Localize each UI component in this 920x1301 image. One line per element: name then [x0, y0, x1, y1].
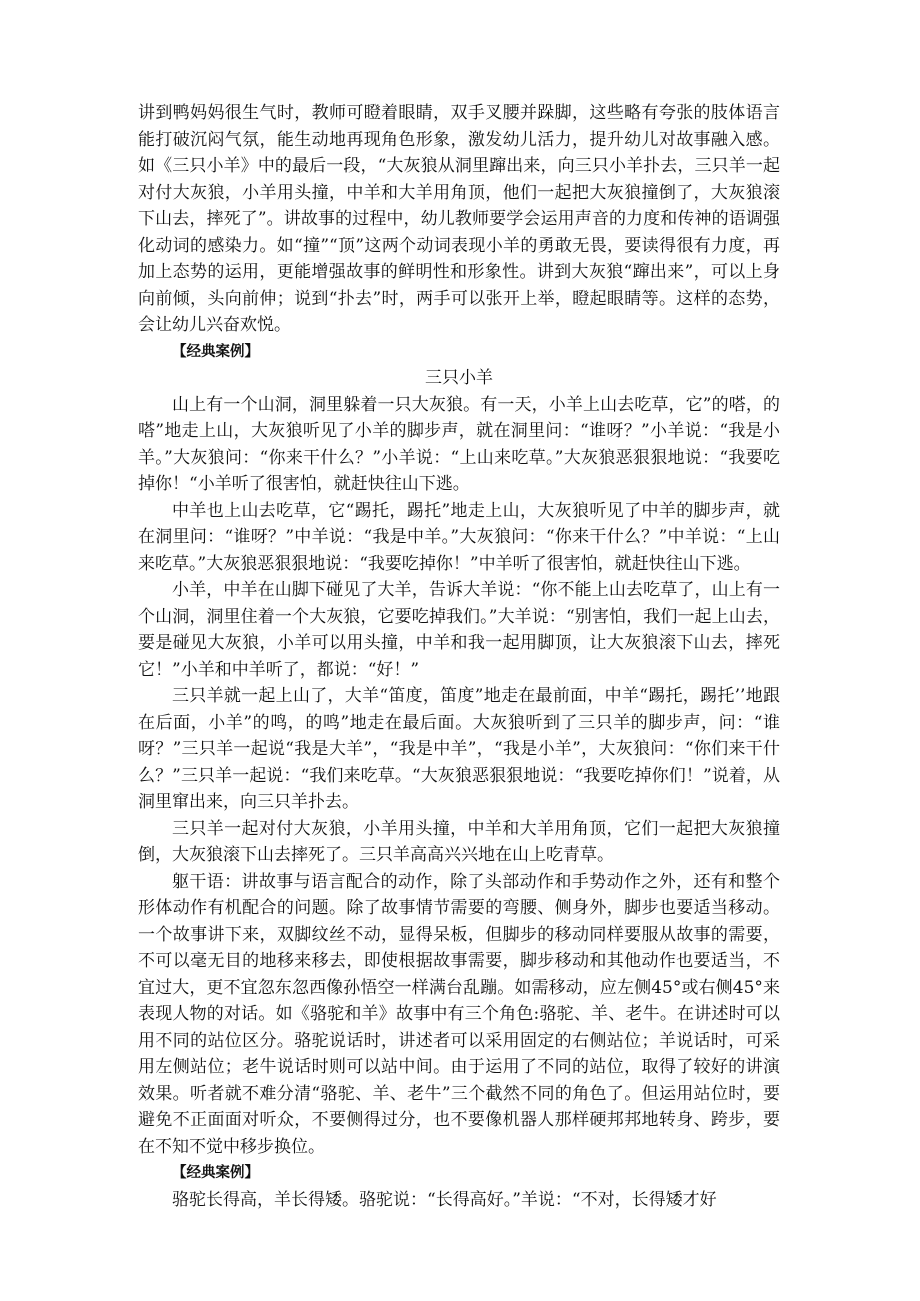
- classic-case-label: 【经典案例】: [172, 1165, 259, 1181]
- story-title: 三只小羊: [425, 368, 493, 388]
- commentary-paragraph: 躯干语：讲故事与语言配合的动作，除了头部动作和手势动作之外，还有和整个形体动作有机配合的问题。除了故事情节需要的弯腰、侧身外，脚步也要适当移动。一个故事讲下来，双脚纹丝不动，显得呆板，但脚步的移动同样要服从故事的需要，不可以毫无目的地移来移去，即使根据故事需要，脚步移动和其他动作也要适当，不宜过大，更不宜忽东忽西像孙悟空一样满台乱蹦。如需移动，应左侧45°或右侧45°来表现人物的对话。如《骆驼和羊》故事中有三个角色:骆驼、羊、老牛。在讲述时可以用不同的站位区分。骆驼说话时，讲述者可以采用固定的右侧站位；羊说话时，可采用左侧站位；老牛说话时则可以站中间。由于运用了不同的站位，取得了较好的讲演效果。听者就不难分清“骆驼、羊、老牛”三个截然不同的角色了。但运用站位时，要避免不正面面对听众，不要侧得过分，也不要像机器人那样硬邦邦地转身、跨步，要在不知不觉中移步换位。: [138, 871, 780, 1157]
- document-page: [138, 100, 780, 1213]
- story-paragraph: 中羊也上山去吃草，它“踢托，踢托”地走上山，大灰狼听见了中羊的脚步声，就在洞里问：“谁呀？”中羊说：“我是中羊。”大灰狼问：“你来干什么？”中羊说：“上山来吃草。”大灰狼恶狠狠地说：“我要吃掉你！”中羊听了很害怕，就赶快往山下逃。: [138, 500, 780, 574]
- intro-paragraph: 讲到鸭妈妈很生气时，教师可瞪着眼睛，双手叉腰并跺脚，这些略有夸张的肢体语言能打破沉闷气氛，能生动地再现角色形象，激发幼儿活力，提升幼儿对故事融入感。如《三只小羊》中的最后一段，“大灰狼从洞里蹿出来，向三只小羊扑去，三只羊一起对付大灰狼，小羊用头撞，中羊和大羊用角顶，他们一起把大灰狼撞倒了，大灰狼滚下山去，摔死了”。讲故事的过程中，幼儿教师要学会运用声音的力度和传神的语调强化动词的感染力。如“撞”“顶”这两个动词表现小羊的勇敢无畏，要读得很有力度，再加上态势的运用，更能增强故事的鲜明性和形象性。讲到大灰狼“蹿出来”，可以上身向前倾，头向前伸；说到“扑去”时，两手可以张开上举，瞪起眼睛等。这样的态势，会让幼儿兴奋欢悦。: [138, 103, 780, 335]
- story-paragraph: 三只羊就一起上山了，大羊“笛度，笛度”地走在最前面，中羊“踢托，踢托’’地跟在后面，小羊”的鸣，的鸣”地走在最后面。大灰狼听到了三只羊的脚步声，问：“谁呀？”三只羊一起说“我是大羊”，“我是中羊”，“我是小羊”，大灰狼问：“你们来干什么？”三只羊一起说：“我们来吃草。“大灰狼恶狠狠地说：“我要吃掉你们！”说着，从洞里窜出来，向三只羊扑去。: [138, 686, 780, 812]
- story-paragraph: 三只羊一起对付大灰狼，小羊用头撞，中羊和大羊用角顶，它们一起把大灰狼撞倒，大灰狼滚下山去摔死了。三只羊高高兴兴地在山上吃青草。: [138, 818, 780, 865]
- classic-case-label: 【经典案例】: [172, 343, 259, 360]
- example-paragraph: 骆驼长得高，羊长得矮。骆驼说：“长得高好。”羊说：“不对，长得矮才好: [172, 1189, 717, 1210]
- story-paragraph: 小羊，中羊在山脚下碰见了大羊，告诉大羊说：“你不能上山去吃草了，山上有一个山洞，洞里住着一个大灰狼，它要吃掉我们。”大羊说：“别害怕，我们一起上山去，要是碰见大灰狼，小羊可以用头撞，中羊和我一起用脚顶，让大灰狼滚下山去，摔死它！”小羊和中羊听了，都说：“好！”: [138, 580, 780, 680]
- story-paragraph: 山上有一个山洞，洞里躲着一只大灰狼。有一天，小羊上山去吃草，它”的嗒，的嗒”地走上山，大灰狼听见了小羊的脚步声，就在洞里问：“谁呀？”小羊说：“我是小羊。”大灰狼问：“你来干什么？”小羊说：“上山来吃草。”大灰狼恶狠狠地说：“我要吃掉你！“小羊听了很害怕，就赶快往山下逃。: [138, 394, 780, 494]
